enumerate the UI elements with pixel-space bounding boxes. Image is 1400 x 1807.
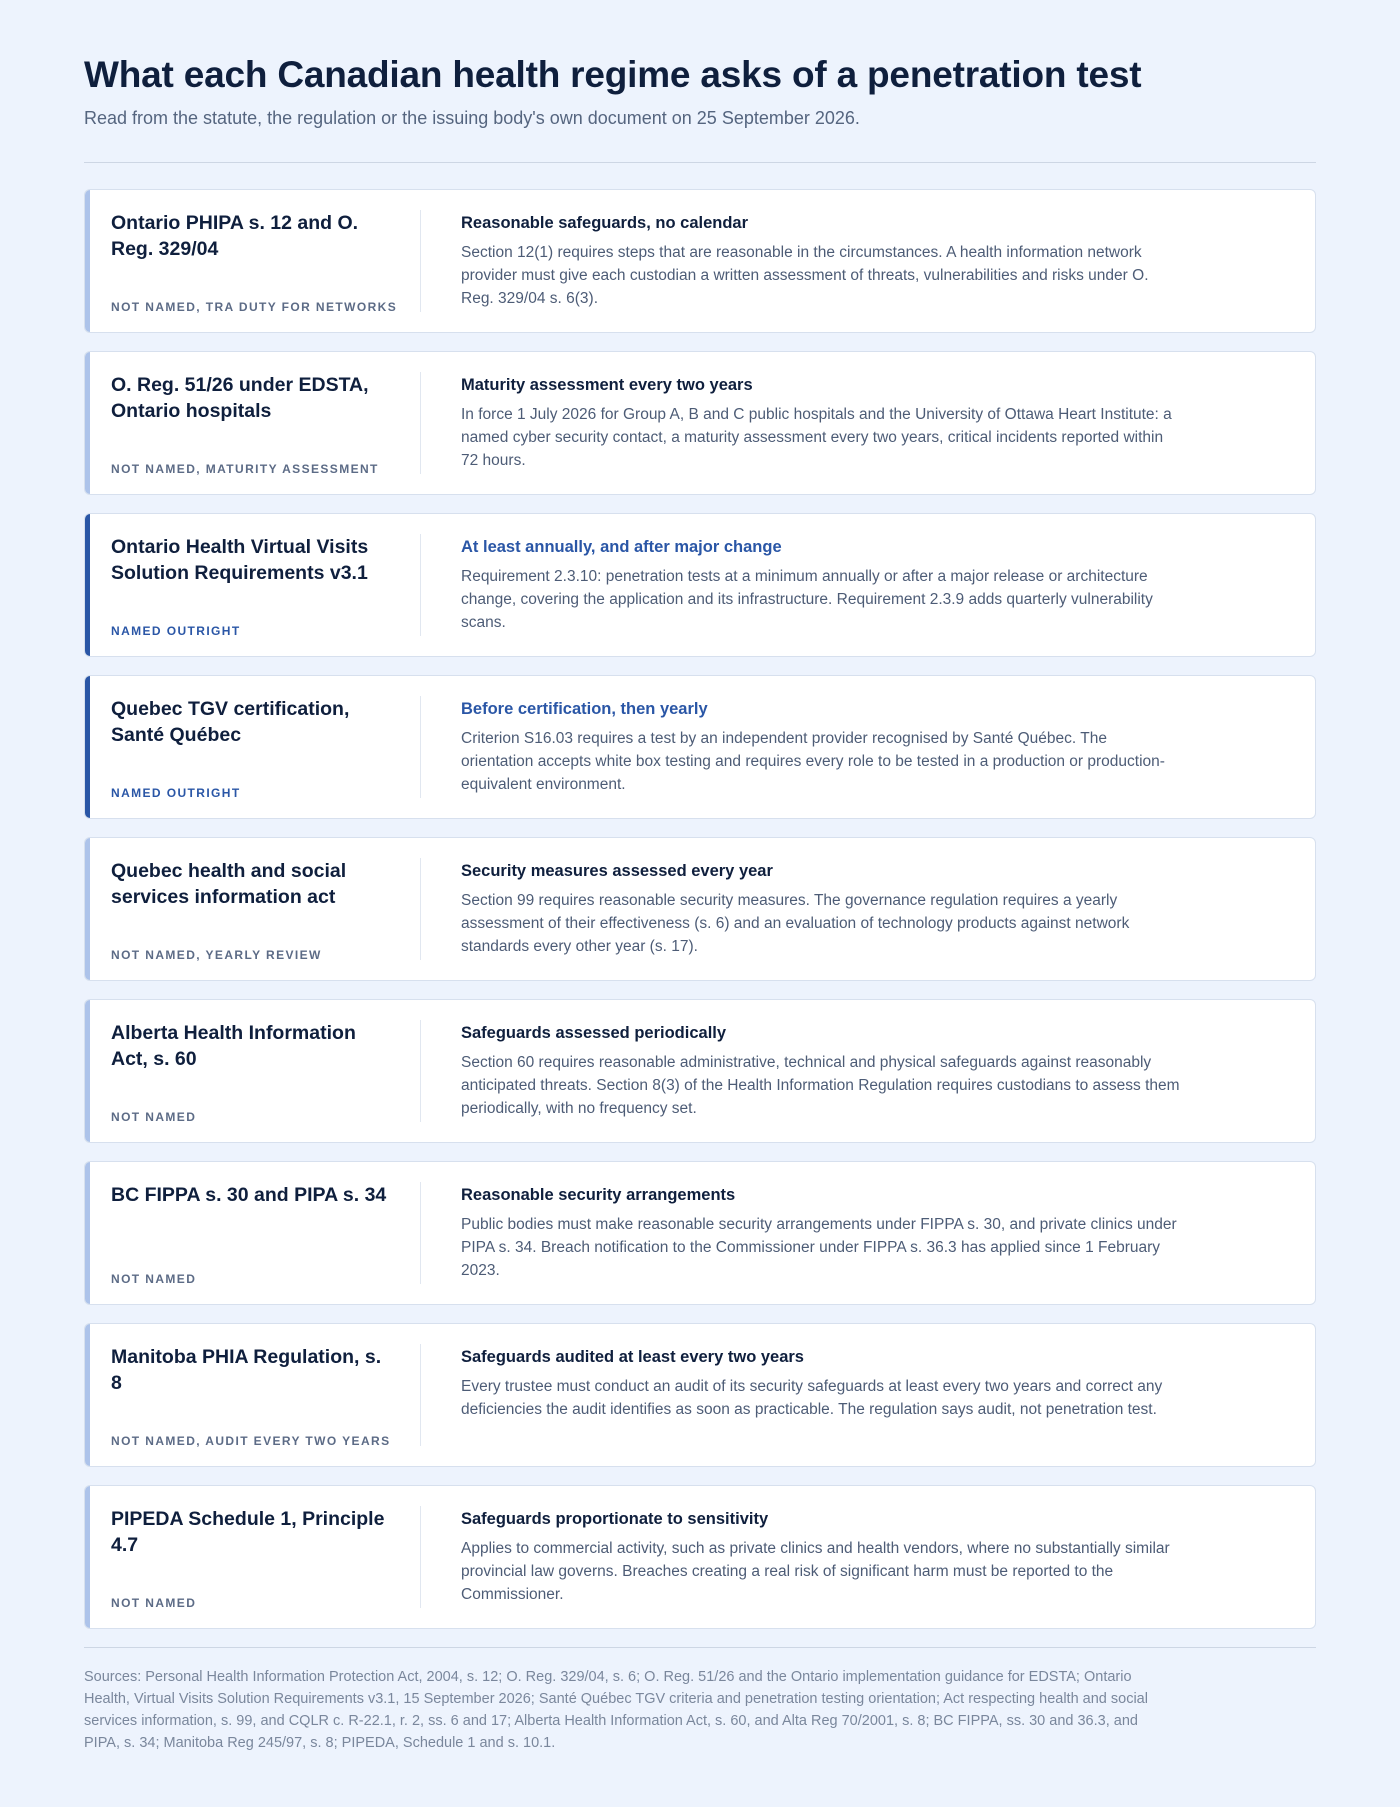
regime-name: BC FIPPA s. 30 and PIPA s. 34 [111, 1184, 387, 1206]
status-label: NAMED OUTRIGHT [111, 624, 241, 638]
page-title: What each Canadian health regime asks of a penetration test [84, 54, 1142, 95]
requirement-column [421, 190, 1181, 332]
status-label: NOT NAMED, AUDIT EVERY TWO YEARS [111, 1434, 391, 1448]
requirement-detail: Criterion S16.03 requires a test by an independent provider recognised by Santé Québec. The orientation accepts white box testing and requires every role to be tested in a production or production-equivalent environment. [461, 730, 1165, 793]
status-label: NOT NAMED, MATURITY ASSESSMENT [111, 462, 379, 476]
requirement-column [421, 352, 1181, 494]
regime-name: O. Reg. 51/26 under EDSTA, Ontario hospitals [111, 374, 369, 422]
regime-name: PIPEDA Schedule 1, Principle 4.7 [111, 1508, 385, 1556]
regime-column [85, 676, 421, 818]
regime-column [85, 190, 421, 332]
page-subtitle: Read from the statute, the regulation or the issuing body's own document on 25 September 2026. [84, 108, 860, 128]
requirement-column [421, 1324, 1181, 1466]
status-label: NOT NAMED [111, 1110, 197, 1124]
header-divider [84, 162, 1316, 163]
status-label: NOT NAMED [111, 1272, 197, 1286]
requirement-detail: Every trustee must conduct an audit of its security safeguards at least every two years and correct any deficiencies the audit identifies as soon as practicable. The regulation says audit, not penetration test. [461, 1378, 1163, 1418]
requirement-detail: In force 1 July 2026 for Group A, B and C public hospitals and the University of Ottawa Heart Institute: a named cyber security contact, a maturity assessment every two years, critical incidents reported within 72 hours. [461, 406, 1172, 469]
regime-name: Alberta Health Information Act, s. 60 [111, 1022, 356, 1070]
requirement-column [421, 514, 1181, 656]
requirement-heading: At least annually, and after major change [461, 538, 782, 556]
requirement-detail: Section 60 requires reasonable administrative, technical and physical safeguards against reasonably anticipated threats. Section 8(3) of the Health Information Regulation requires custodians to assess them periodically, with no frequency set. [461, 1054, 1180, 1117]
regime-name: Quebec health and social services information act [111, 860, 347, 908]
requirement-column [421, 676, 1181, 818]
requirement-heading: Safeguards proportionate to sensitivity [461, 1510, 769, 1528]
requirement-heading: Reasonable safeguards, no calendar [461, 214, 749, 232]
regime-column [85, 514, 421, 656]
footer-divider [84, 1647, 1316, 1648]
requirement-heading: Safeguards assessed periodically [461, 1024, 727, 1042]
status-label: NOT NAMED, TRA DUTY FOR NETWORKS [111, 300, 398, 314]
requirement-heading: Security measures assessed every year [461, 862, 773, 880]
regime-column [85, 352, 421, 494]
requirement-heading: Before certification, then yearly [461, 700, 708, 718]
regime-row [84, 1161, 1316, 1305]
regime-column [85, 1000, 421, 1142]
requirement-column [421, 1486, 1181, 1628]
regime-column [85, 1486, 421, 1628]
regime-name: Ontario Health Virtual Visits Solution Requirements v3.1 [111, 536, 369, 584]
regime-row [84, 675, 1316, 819]
regime-row [84, 513, 1316, 657]
status-label: NOT NAMED [111, 1596, 197, 1610]
regime-column [85, 838, 421, 980]
regime-row [84, 1485, 1316, 1629]
requirement-column [421, 1162, 1181, 1304]
regime-row [84, 351, 1316, 495]
regime-name: Manitoba PHIA Regulation, s. 8 [111, 1346, 382, 1394]
regime-column [85, 1324, 421, 1466]
requirement-heading: Maturity assessment every two years [461, 376, 753, 394]
requirement-detail: Applies to commercial activity, such as private clinics and health vendors, where no substantially similar provincial law governs. Breaches creating a real risk of significant harm must be reported to the Commissioner. [461, 1540, 1170, 1603]
requirement-detail: Public bodies must make reasonable security arrangements under FIPPA s. 30, and private clinics under PIPA s. 34. Breach notification to the Commissioner under FIPPA s. 36.3 has applied since 1 February 2023. [461, 1216, 1177, 1279]
regime-row [84, 999, 1316, 1143]
regime-name: Ontario PHIPA s. 12 and O. Reg. 329/04 [111, 212, 359, 260]
regime-row [84, 837, 1316, 981]
regime-list [84, 189, 1316, 1629]
requirement-heading: Safeguards audited at least every two years [461, 1348, 804, 1366]
regime-column [85, 1162, 421, 1304]
requirement-heading: Reasonable security arrangements [461, 1186, 736, 1204]
status-label: NAMED OUTRIGHT [111, 786, 241, 800]
requirement-column [421, 1000, 1181, 1142]
requirement-detail: Section 12(1) requires steps that are reasonable in the circumstances. A health information network provider must give each custodian a written assessment of threats, vulnerabilities and risks under O. Reg. 329/04 s. 6(3). [461, 244, 1149, 307]
regime-row [84, 1323, 1316, 1467]
regime-name: Quebec TGV certification, Santé Québec [111, 698, 350, 746]
requirement-detail: Requirement 2.3.10: penetration tests at a minimum annually or after a major release or architecture change, covering the application and its infrastructure. Requirement 2.3.9 adds quarterly vulnerability scans. [461, 568, 1153, 631]
status-label: NOT NAMED, YEARLY REVIEW [111, 948, 322, 962]
sources-note: Sources: Personal Health Information Protection Act, 2004, s. 12; O. Reg. 329/04, s. 6; O. Reg. 51/26 and the Ontario implementation guidance for EDSTA; Ontario Health, Virtual Visits Solution Requirements v3.1, 15 September 2026; Santé Québec TGV criteria and penetration testing orientation; Act respecting health and social services information, s. 99, and CQLR c. R-22.1, r. 2, ss. 6 and 17; Alberta Health Information Act, s. 60, and Alta Reg 70/2001, s. 8; BC FIPPA, ss. 30 and 36.3, and PIPA, s. 34; Manitoba Reg 245/97, s. 8; PIPEDA, Schedule 1 and s. 10.1. [84, 1669, 1148, 1751]
regime-row [84, 189, 1316, 333]
requirement-detail: Section 99 requires reasonable security measures. The governance regulation requires a yearly assessment of their effectiveness (s. 6) and an evaluation of technology products against network standards every other year (s. 17). [461, 892, 1130, 955]
requirement-column [421, 838, 1181, 980]
